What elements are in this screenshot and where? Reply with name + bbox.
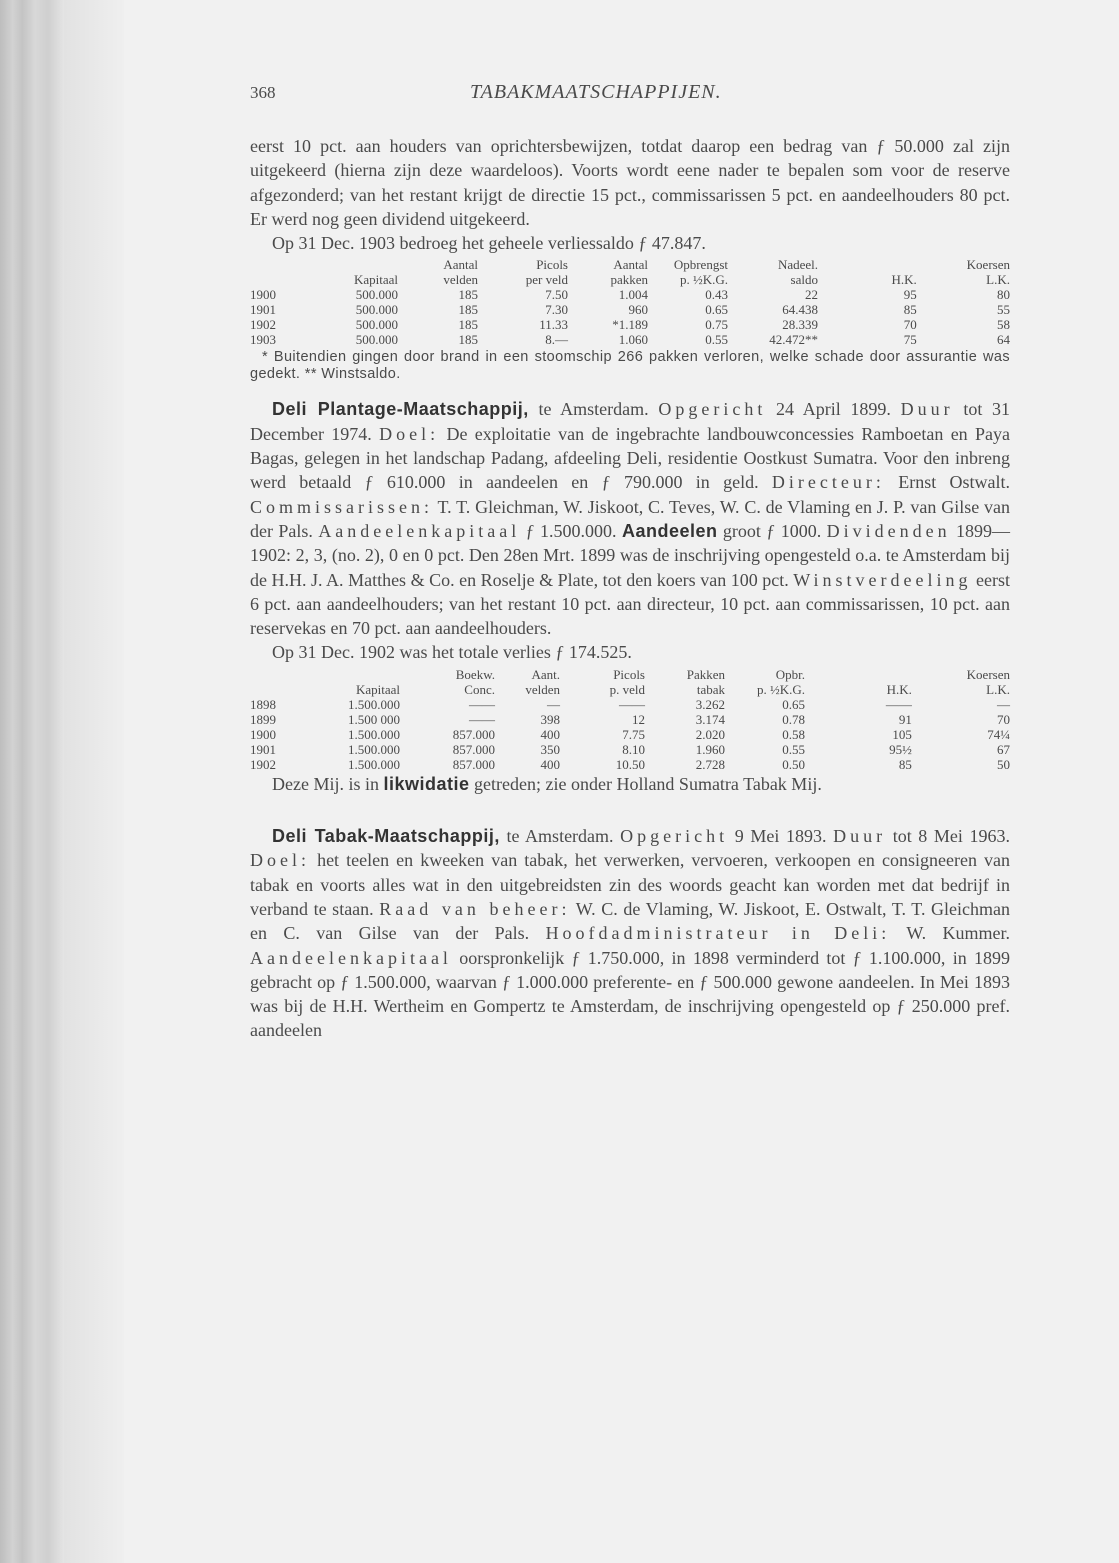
cell: 1902	[250, 756, 276, 772]
field-label: Directeur:	[771, 472, 885, 493]
cell: 400	[540, 726, 560, 742]
field-value: 1899—1902: 2, 3, (no. 2), 0 en 0 pct. Den 28en Mrt. 1899 was de inschrijving opengesteld o.a. te Amsterdam bij de H.H. J. A. Matthes & Co. en Roselje & Plate, tot den koers van 100 pct.	[250, 520, 1011, 590]
col-header: Aantal	[443, 257, 478, 273]
cell: 7.30	[545, 302, 568, 318]
col-header: Kapitaal	[355, 681, 400, 697]
cell: ——	[469, 711, 495, 727]
field-value: W. C. de Vlaming, W. Jiskoot, E. Ostwalt, T. T. Gleichman en C. van Gilse van der Pals.	[250, 898, 1011, 944]
field-label-bold: Aandeelen	[621, 520, 718, 541]
cell: 0.75	[705, 317, 728, 333]
cell: 1.960	[695, 741, 725, 757]
field-label: Duur	[833, 826, 887, 847]
field-value: groot ƒ 1000.	[722, 520, 822, 541]
cell: 0.78	[782, 711, 805, 727]
cell: 1.500.000	[348, 741, 400, 757]
col-header: Picols	[613, 666, 645, 682]
table-row	[250, 332, 1010, 347]
cell: 0.65	[782, 696, 805, 712]
col-header: H.K.	[886, 681, 912, 697]
company-name: Deli Plantage-Maatschappij,	[272, 399, 529, 420]
cell: 85	[898, 756, 912, 772]
col-header: L.K.	[986, 272, 1010, 288]
col-header: Boekw.	[455, 666, 495, 682]
field-value: eerst 6 pct. aan aandeelhouders; van het restant 10 pct. aan directeur, 10 pct. aan commissarissen, 10 pct. aan reservekas en 70 pct. aan aandeelhouders.	[250, 569, 1011, 639]
cell: 398	[540, 711, 560, 727]
table-row	[250, 287, 1010, 302]
book-page	[250, 80, 1010, 1043]
table-row	[250, 742, 1010, 757]
cell: 1903	[250, 332, 276, 348]
cell: 22	[805, 287, 818, 303]
cell: 95½	[889, 741, 912, 757]
cell: 2.020	[695, 726, 725, 742]
table-row	[250, 317, 1010, 332]
col-header: Aant.	[531, 666, 560, 682]
cell: 1.060	[618, 332, 648, 348]
col-header: Opbrengst	[673, 257, 728, 273]
cell: 10.50	[615, 756, 645, 772]
field-label: Opgericht	[620, 826, 729, 847]
cell: 0.55	[782, 741, 805, 757]
results-table-2	[250, 667, 1010, 772]
field-label: Aandeelenkapitaal	[318, 520, 521, 541]
cell: ——	[619, 696, 645, 712]
table-row	[250, 757, 1010, 772]
cell: 11.33	[539, 317, 568, 333]
field-value: Ernst Ostwalt.	[898, 472, 1011, 493]
cell: 0.65	[705, 302, 728, 318]
liquidation-note	[250, 772, 1010, 796]
table-header-row	[250, 667, 1010, 682]
continuation-paragraph: eerst 10 pct. aan houders van oprichtersbewijzen, totdat daarop een bedrag van ƒ 50.000 zal zijn uitgekeerd (hierna zijn deze waardeloos). Voorts wordt eene nader te bepalen som voor de reserve afgezonderd; van het restant krijgt de directie 15 pct., commissarissen 5 pct. en aandeelhouders 80 pct. Er werd nog geen dividend uitgekeerd.	[250, 136, 1010, 229]
cell: *1.189	[612, 317, 648, 333]
cell: 28.339	[782, 317, 818, 333]
cell: 85	[903, 302, 917, 318]
cell: 0.50	[782, 756, 805, 772]
cell: 0.55	[705, 332, 728, 348]
entry-deli-plantage	[250, 397, 1010, 640]
cell: 1900	[250, 287, 276, 303]
cell: 400	[540, 756, 560, 772]
cell: ——	[469, 696, 495, 712]
col-header: Aantal	[613, 257, 648, 273]
loss-line-1903: Op 31 Dec. 1903 bedroeg het geheele verliessaldo ƒ 47.847.	[272, 233, 706, 254]
cell: 185	[458, 317, 478, 333]
cell: 1.500.000	[348, 756, 400, 772]
cell: 350	[540, 741, 560, 757]
col-header: velden	[525, 681, 560, 697]
cell: 1902	[250, 317, 276, 333]
page-header	[250, 80, 1010, 120]
cell: 12	[632, 711, 645, 727]
entry-deli-tabak	[250, 824, 1010, 1043]
cell: 70	[903, 317, 917, 333]
col-header: tabak	[696, 681, 725, 697]
cell: 50	[997, 756, 1010, 772]
cell: 80	[997, 287, 1010, 303]
cell: 95	[903, 287, 917, 303]
field-value: het teelen en kweeken van tabak, het verwerken, vervoeren, verkoopen en consigneeren van tabak en voorts alles wat in den uitgebreidsten zin des woords geacht kan worden met dat bedrijf in verband te staan.	[250, 850, 1010, 919]
page-number: 368	[250, 83, 276, 102]
cell: 75	[903, 332, 917, 348]
cell: 500.000	[355, 302, 398, 318]
table-header-row	[250, 257, 1010, 272]
field-value: tot 8 Mei 1963.	[892, 826, 1011, 847]
cell: 3.262	[695, 696, 725, 712]
cell: 857.000	[452, 756, 495, 772]
field-value: De exploitatie van de ingebrachte landbouwconcessies Ramboetan en Paya Bagas, gelegen in het landschap Padang, afdeeling Deli, residentie Oostkust Sumatra. Voor den inbreng werd betaald ƒ 610.000 in aandeelen en ƒ 790.000 in geld.	[250, 423, 1011, 493]
field-label: Duur	[900, 399, 954, 420]
cell: 74¼	[987, 726, 1010, 742]
note-text: Deze Mij. is in	[272, 773, 379, 794]
cell: 64.438	[782, 302, 818, 318]
col-header: p. ½K.G.	[679, 272, 728, 288]
loss-line-1902: Op 31 Dec. 1902 was het totale verlies ƒ 174.525.	[272, 642, 632, 663]
cell: 70	[997, 711, 1010, 727]
cell: 1.500 000	[348, 711, 400, 727]
cell: 1898	[250, 696, 276, 712]
cell: 2.728	[695, 756, 725, 772]
cell: —	[997, 696, 1010, 712]
cell: 0.58	[782, 726, 805, 742]
cell: 1901	[250, 741, 276, 757]
field-label: Raad van beheer:	[379, 898, 571, 919]
field-value: 24 April 1899.	[776, 399, 891, 420]
field-value: 9 Mei 1893.	[734, 826, 827, 847]
results-table-1	[250, 257, 1010, 347]
cell: 1.500.000	[348, 696, 400, 712]
cell: 500.000	[355, 287, 398, 303]
cell: 58	[997, 317, 1010, 333]
cell: 1899	[250, 711, 276, 727]
cell: 64	[997, 332, 1010, 348]
cell: 185	[458, 287, 478, 303]
cell: 857.000	[452, 741, 495, 757]
col-header: per veld	[525, 272, 568, 288]
company-location: te Amsterdam.	[538, 399, 649, 420]
cell: 500.000	[355, 332, 398, 348]
col-header: Koersen	[966, 257, 1010, 273]
cell: 3.174	[695, 711, 725, 727]
field-label: Commissarissen:	[250, 496, 434, 517]
cell: 7.50	[545, 287, 568, 303]
cell: 55	[997, 302, 1010, 318]
table-header-row	[250, 272, 1010, 287]
field-label: Doel:	[250, 850, 310, 871]
note-text: getreden; zie onder Holland Sumatra Tabak Mij.	[474, 773, 822, 794]
table-row	[250, 697, 1010, 712]
field-label: Doel:	[379, 423, 440, 444]
cell: 1901	[250, 302, 276, 318]
cell: 857.000	[452, 726, 495, 742]
table-footnote: * Buitendien gingen door brand in een stoomschip 266 pakken verloren, welke schade door assurantie was gedekt. ** Winstsaldo.	[250, 349, 1010, 383]
col-header: H.K.	[891, 272, 917, 288]
field-value: oorspronkelijk ƒ 1.750.000, in 1898 verminderd tot ƒ 1.100.000, in 1899 gebracht op ƒ 1.500.000, waarvan ƒ 1.000.000 preferente- en ƒ 500.000 gewone aandeelen. In Mei 1893 was bij de H.H. Wertheim en Gompertz te Amsterdam, de inschrijving opengesteld op ƒ 250.000 pref. aandeelen	[250, 947, 1010, 1041]
col-header: p. ½K.G.	[756, 681, 805, 697]
company-name: Deli Tabak-Maatschappij,	[272, 826, 500, 847]
col-header: pakken	[610, 272, 648, 288]
table-header-row	[250, 682, 1010, 697]
cell: 42.472**	[769, 332, 818, 348]
company-location: te Amsterdam.	[506, 826, 614, 847]
cell: 7.75	[622, 726, 645, 742]
book-spine-shadow	[0, 0, 64, 1563]
table-row	[250, 302, 1010, 317]
field-value: tot 31 December 1974.	[250, 399, 1011, 444]
cell: ——	[885, 696, 912, 712]
field-value: T. T. Gleichman, W. Jiskoot, C. Teves, W. C. de Vlaming en J. P. van Gilse van der Pals.	[250, 496, 1010, 541]
cell: 960	[628, 302, 648, 318]
running-head: TABAKMAATSCHAPPIJEN.	[470, 81, 722, 103]
field-value: ƒ 1.500.000.	[525, 520, 617, 541]
cell: 1900	[250, 726, 276, 742]
col-header: Conc.	[464, 681, 495, 697]
cell: 1.500.000	[348, 726, 400, 742]
cell: 105	[892, 726, 912, 742]
col-header: Pakken	[686, 666, 725, 682]
note-bold: likwidatie	[383, 773, 470, 794]
cell: 185	[458, 332, 478, 348]
col-header: L.K.	[986, 681, 1010, 697]
col-header: Koersen	[966, 666, 1010, 682]
col-header: p. veld	[609, 681, 645, 697]
cell: 8.10	[622, 741, 645, 757]
cell: 1.004	[618, 287, 648, 303]
field-value: W. Kummer.	[906, 923, 1011, 944]
cell: 67	[997, 741, 1010, 757]
col-header: Opbr.	[775, 666, 805, 682]
cell: 91	[898, 711, 912, 727]
field-label: Hoofdadministrateur in Deli:	[545, 923, 891, 944]
cell: —	[547, 696, 560, 712]
table-row	[250, 727, 1010, 742]
field-label: Opgericht	[658, 399, 767, 420]
table-row	[250, 712, 1010, 727]
field-label: Winstverdeeling	[793, 569, 972, 590]
cell: 500.000	[355, 317, 398, 333]
col-header: velden	[443, 272, 478, 288]
field-label: Dividenden	[826, 520, 951, 541]
field-label: Aandeelenkapitaal	[250, 947, 452, 968]
cell: 8.—	[545, 332, 568, 348]
col-header: Kapitaal	[353, 272, 398, 288]
cell: 185	[458, 302, 478, 318]
cell: 0.43	[705, 287, 728, 303]
col-header: Picols	[536, 257, 568, 273]
col-header: Nadeel.	[777, 257, 818, 273]
col-header: saldo	[790, 272, 818, 288]
